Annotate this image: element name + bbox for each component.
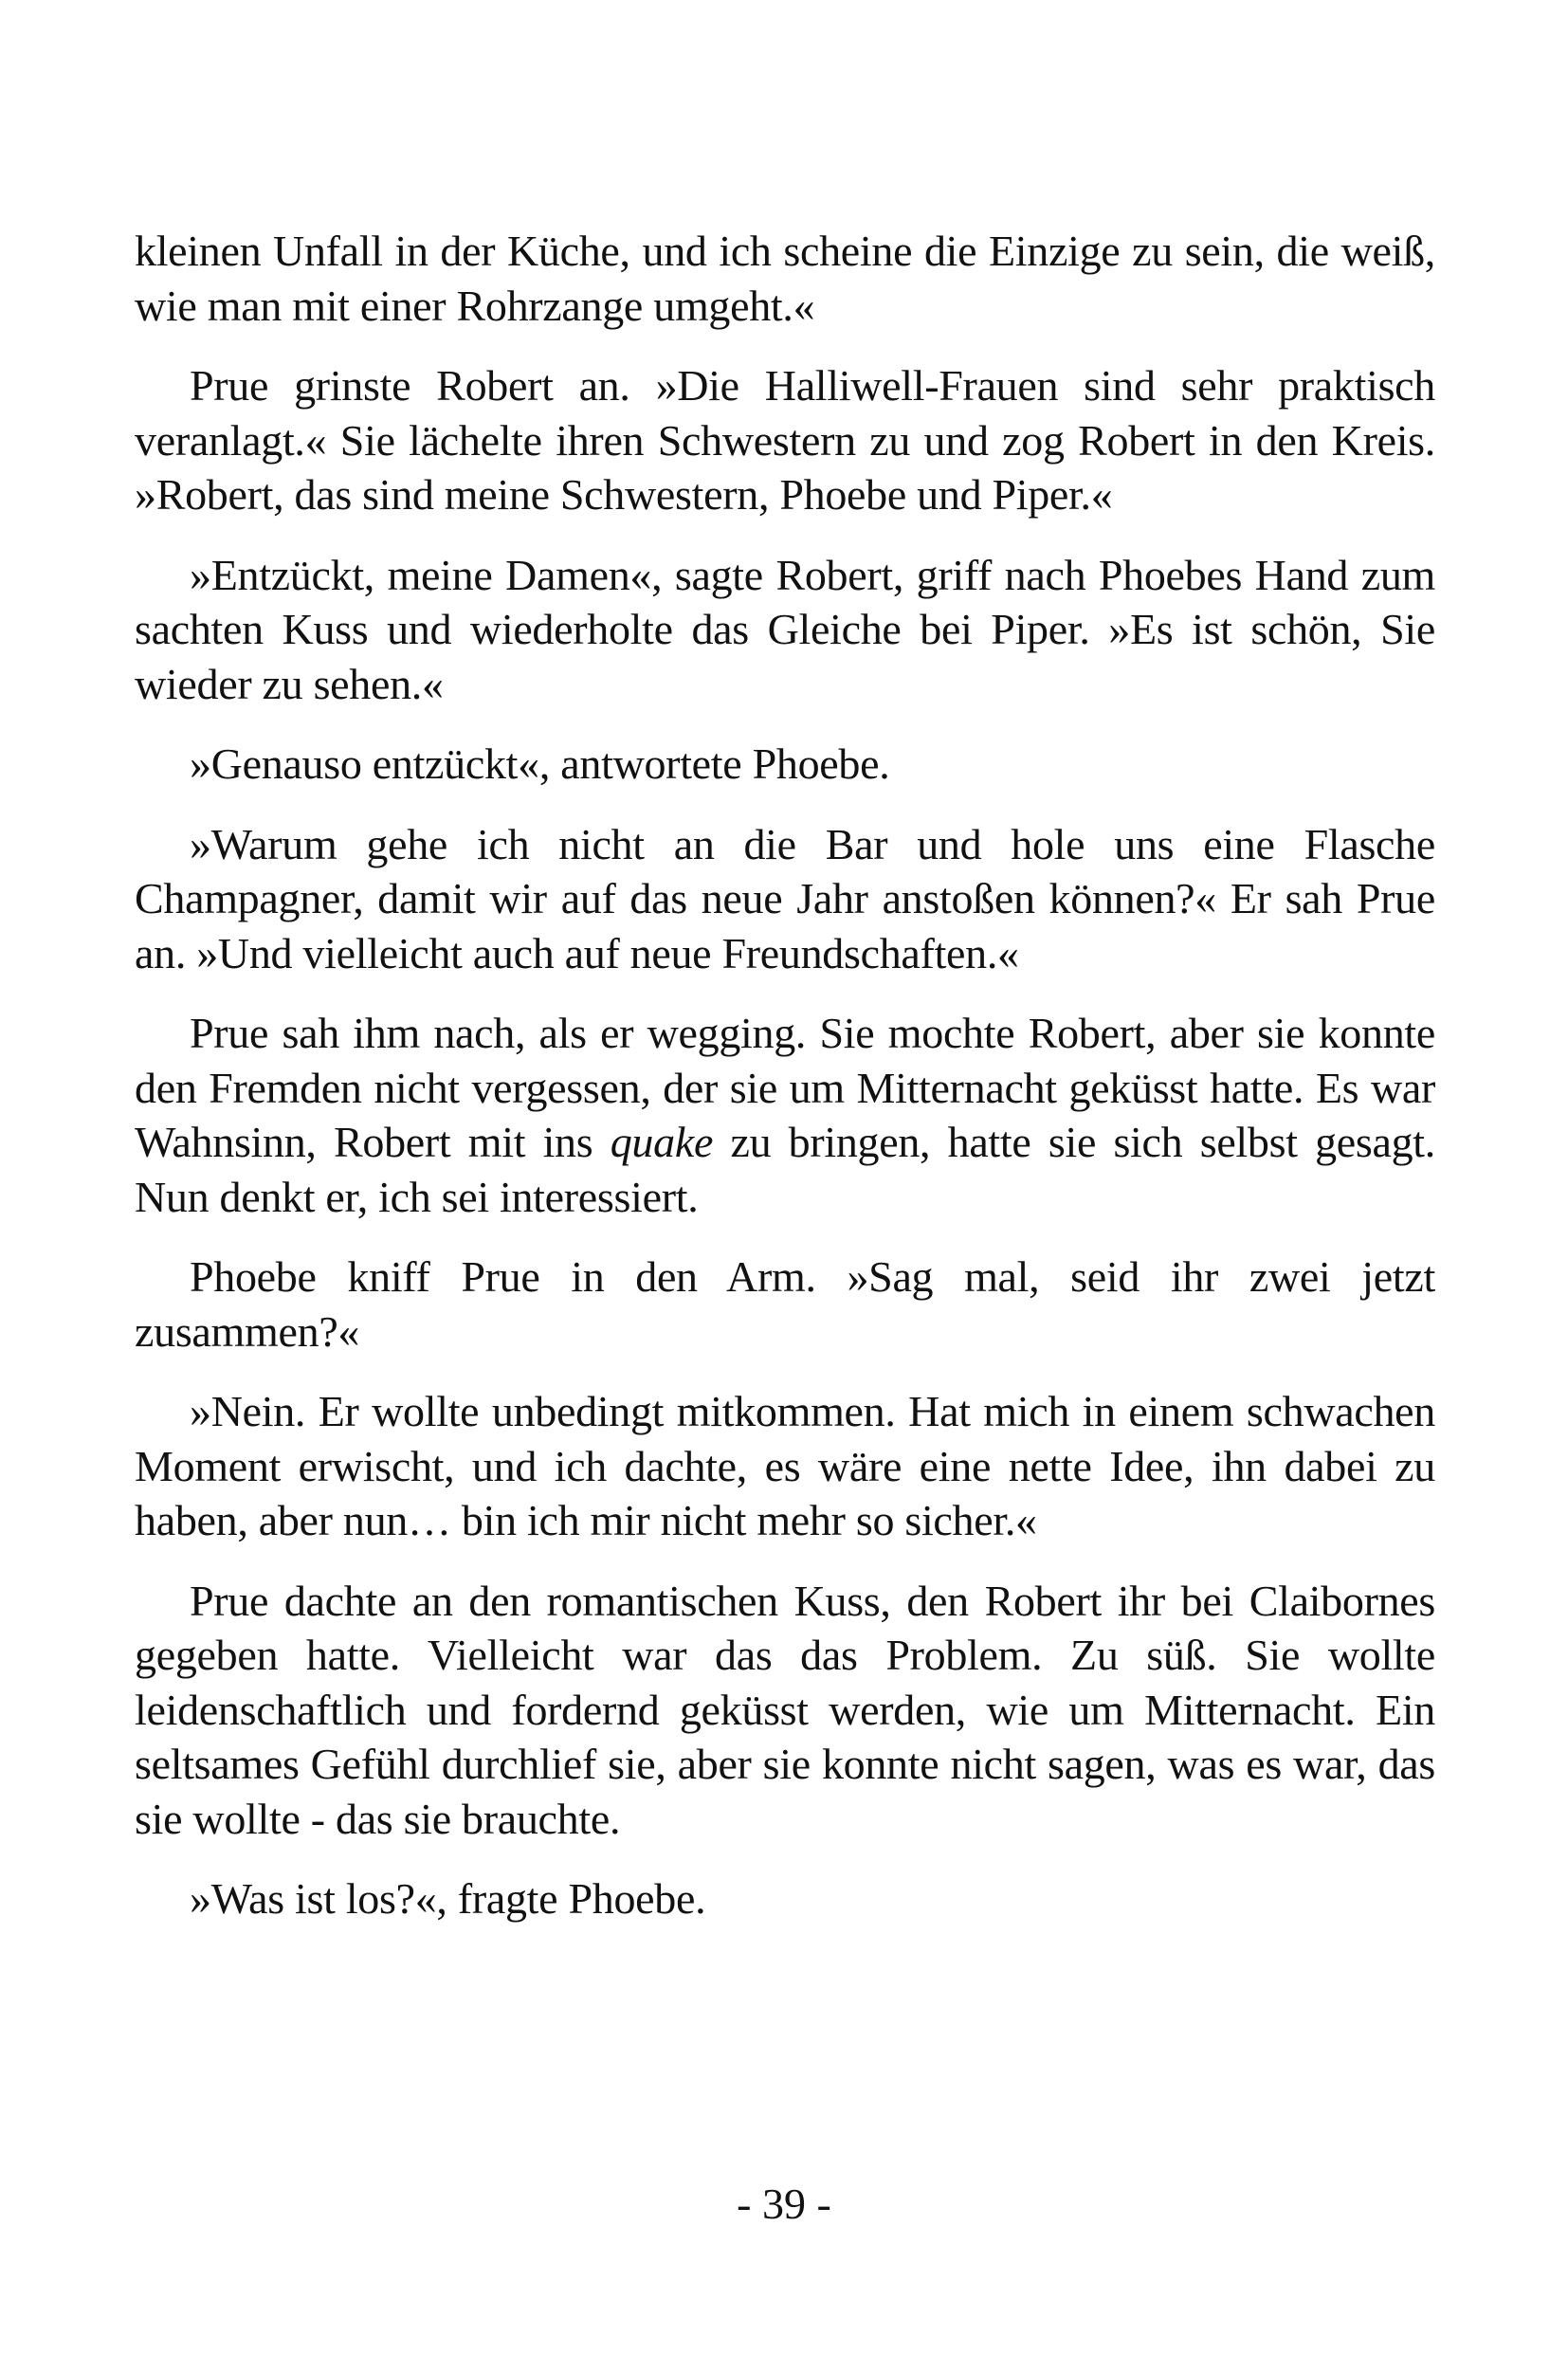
paragraph-10: »Was ist los?«, fragte Phoebe. <box>190 1874 706 1923</box>
paragraph-4: »Genauso entzückt«, antwortete Phoebe. <box>190 739 890 788</box>
page-number: - 39 - <box>737 2180 831 2228</box>
paragraph-2: Prue grinste Robert an. »Die Halliwell-Frauen sind sehr praktisch veranlagt.« Sie lächelte ihren Schwestern zu und zog Robert in den Kreis. »Robert, das sind meine Schwestern, Phoebe und Piper.« <box>135 361 1435 519</box>
paragraph-3: »Entzückt, meine Damen«, sagte Robert, griff nach Phoebes Hand zum sachten Kuss und wiederholte das Gleiche bei Piper. »Es ist schön, Sie wieder zu sehen.« <box>135 550 1435 708</box>
paragraph-7: Phoebe kniff Prue in den Arm. »Sag mal, seid ihr zwei jetzt zusammen?« <box>135 1252 1435 1356</box>
paragraph-1: kleinen Unfall in der Küche, und ich scheine die Einzige zu sein, die weiß, wie man mit einer Rohrzange umgeht.« <box>135 227 1435 330</box>
paragraph-5: »Warum gehe ich nicht an die Bar und hole uns eine Flasche Champagner, damit wir auf das neue Jahr anstoßen können?« Er sah Prue an. »Und vielleicht auch auf neue Freundschaften.« <box>135 819 1435 977</box>
paragraph-6-text-after: zu bringen, hatte sie sich selbst gesagt. Nun denkt er, ich sei interessiert. <box>135 1118 1435 1221</box>
paragraph-6 <box>135 1006 1435 1224</box>
book-page-text <box>135 224 1435 1952</box>
paragraph-8: »Nein. Er wollte unbedingt mitkommen. Hat mich in einem schwachen Moment erwischt, und ich dachte, es wäre eine nette Idee, ihn dabei zu haben, aber nun… bin ich mir nicht mehr so sicher.« <box>135 1387 1435 1544</box>
paragraph-6-italic-word: quake <box>610 1118 714 1166</box>
paragraph-9: Prue dachte an den romantischen Kuss, den Robert ihr bei Claibornes gegeben hatte. Vielleicht war das das Problem. Zu süß. Sie wollte leidenschaftlich und fordernd geküsst werden, wie um Mitternacht. Ein seltsames Gefühl durchlief sie, aber sie konnte nicht sagen, was es war, das sie wollte - das sie brauchte. <box>135 1576 1435 1843</box>
paragraph-6-text-before: Prue sah ihm nach, als er wegging. Sie mochte Robert, aber sie konnte den Fremden nicht vergessen, der sie um Mitternacht geküsst hatte. Es war Wahnsinn, Robert mit ins <box>135 1009 1435 1166</box>
